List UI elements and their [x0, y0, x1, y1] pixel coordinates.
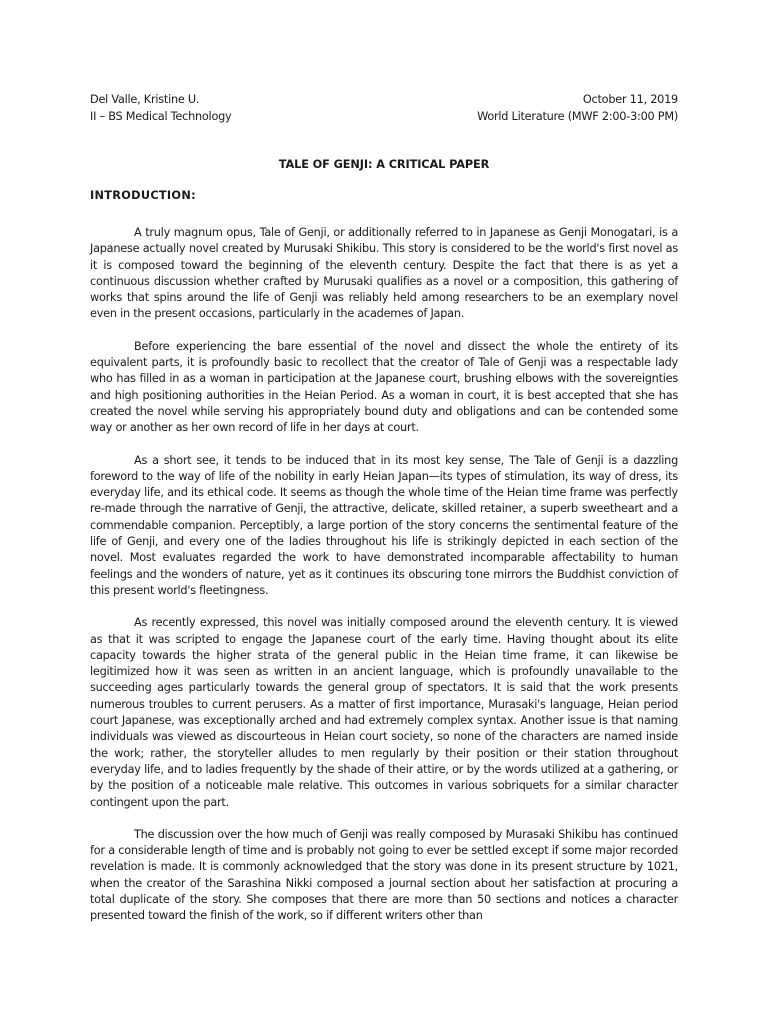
program-label: II – BS Medical Technology [90, 110, 232, 123]
paragraph-2: Before experiencing the bare essential of the novel and dissect the whole the entirety of its equivalent parts, it is profoundly basic to recollect that the creator of Tale of Genji was a respectable lady who has filled in as a woman in participation at the Japanese court, brushing elbows with the sovereignties and high positioning authorities in the Heian Period. As a woman in court, it is best accepted that she has created the novel while serving his appropriately bound duty and obligations and can be contended some way or another as her own record of life in her days at court. [90, 339, 678, 435]
course-label: World Literature (MWF 2:00-3:00 PM) [477, 110, 678, 123]
paper-title: TALE OF GENJI: A CRITICAL PAPER [278, 158, 490, 171]
header-row-2 [90, 109, 678, 126]
paragraph-5: The discussion over the how much of Genji was really composed by Murasaki Shikibu has continued for a considerable length of time and is probably not going to ever be settled except if some major recorded revelation is made. It is commonly acknowledged that the story was done in its present structure by 1021, when the creator of the Sarashina Nikki composed a journal section about her satisfaction at procuring a total duplicate of the story. She composes that there are more than 50 sections and notices a character presented toward the finish of the work, so if different writers other than [90, 827, 678, 923]
paper-date: October 11, 2019 [582, 93, 678, 106]
header-row-1 [90, 92, 678, 109]
paragraph-1: A truly magnum opus, Tale of Genji, or additionally referred to in Japanese as Genji Monogatari, is a Japanese actually novel created by Murusaki Shikibu. This story is considered to be the world's first novel as it is composed toward the beginning of the eleventh century. Despite the fact that there is as yet a continuous discussion whether crafted by Murusaki qualifies as a novel or a composition, this gathering of works that spins around the life of Genji was reliably held among researchers to be an exemplary novel even in the present occasions, particularly in the academes of Japan. [90, 226, 678, 321]
document-page [90, 92, 678, 925]
paragraph-4: As recently expressed, this novel was initially composed around the eleventh century. It is viewed as that it was scripted to engage the Japanese court of the early time. Having thought about its elite capacity towards the higher strata of the general public in the Heian time frame, it can likewise be legitimized how it was seen as written in an ancient language, which is profoundly unavailable to the succeeding ages particularly towards the general group of spectators. It is said that the work presents numerous troubles to current perusers. As a matter of first importance, Murasaki's language, Heian period court Japanese, was exceptionally arched and had extremely complex syntax. Another issue is that naming individuals was viewed as discourteous in Heian court society, so none of the characters are named inside the work; rather, the storyteller alludes to men regularly by their position or their station throughout everyday life, and to ladies frequently by the shade of their attire, or by the words utilized at a gathering, or by the position of a noticeable male relative. This outcomes in various sobriquets for a similar character contingent upon the part. [90, 616, 678, 809]
author-name: Del Valle, Kristine U. [90, 93, 200, 106]
paragraph-3: As a short see, it tends to be induced that in its most key sense, The Tale of Genji is a dazzling foreword to the way of life of the nobility in early Heian Japan—its types of stimulation, its way of dress, its everyday life, and its ethical code. It seems as though the whole time of the Heian time frame was perfectly re-made through the narrative of Genji, the attractive, delicate, skilled retainer, a superb sweetheart and a commendable companion. Perceptibly, a large portion of the story concerns the sentimental feature of the life of Genji, and every one of the ladies throughout his life is strikingly depicted in each section of the novel. Most evaluates regarded the work to have demonstrated incomparable affectability to human feelings and the wonders of nature, yet as it continues its obscuring tone mirrors the Buddhist conviction of this present world's fleetingness. [90, 453, 678, 597]
section-heading: INTRODUCTION: [90, 189, 196, 202]
